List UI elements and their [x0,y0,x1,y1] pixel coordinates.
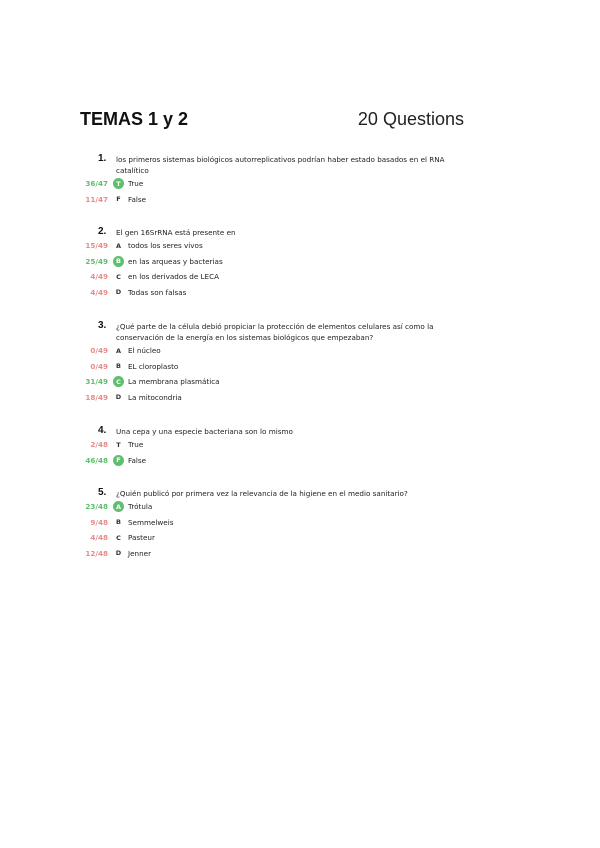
question-number: 3. [98,320,107,331]
answer-score: 23/48 [85,502,108,512]
answer-row [80,374,460,390]
answer-text: Jenner [128,548,152,558]
question-header [98,153,460,176]
question-header [98,226,460,238]
answer-letter-badge: A [115,241,122,250]
answer-text: Trótula [128,502,153,512]
answer-text: en los derivados de LECA [128,272,220,282]
answer-score: 2/48 [90,440,108,450]
question-text: Una cepa y una especie bacteriana son lo mismo [116,427,293,436]
question-block [80,425,460,468]
answer-letter-badge: D [115,393,122,402]
answer-score: 31/49 [85,377,108,387]
answer-row [80,453,460,469]
question-header [98,487,460,499]
answer-score: 11/47 [85,194,108,204]
answer-score: 0/49 [90,346,108,356]
answer-row [80,499,460,515]
question-text: ¿Quién publicó por primera vez la relevancia de la higiene en el medio sanitario? [116,489,408,498]
answer-row [80,546,460,562]
question-count: 20 Questions [357,109,464,129]
correct-answer-badge: C [113,376,124,387]
answer-row [80,343,460,359]
answer-letter-badge: A [115,346,122,355]
question-text: ¿Qué parte de la célula debió propiciar la protección de elementos celulares así como la conservación de la energía en los sistemas biológicos que empezaban? [116,322,434,342]
correct-answer-badge: B [113,256,124,267]
answer-score: 12/48 [85,548,108,558]
answer-text: en las arqueas y bacterias [128,256,223,266]
question-number: 2. [98,226,107,237]
quiz-header [80,109,464,130]
answer-text: False [128,194,147,204]
question-number: 4. [98,425,107,436]
answer-score: 18/49 [85,392,108,402]
question-block [80,487,460,561]
answer-row [80,530,460,546]
answer-score: 25/49 [85,256,108,266]
answer-letter-badge: F [116,195,121,204]
answer-letter-badge: T [116,440,121,449]
correct-answer-badge: T [113,178,124,189]
question-block [80,320,460,405]
answer-score: 4/49 [90,287,108,297]
question-header [98,320,460,343]
answer-letter-badge: C [116,533,121,542]
answer-text: True [128,440,144,450]
answer-score: 4/48 [90,533,108,543]
answer-score: 15/49 [85,241,108,251]
answer-score: 4/49 [90,272,108,282]
question-block [80,226,460,300]
answer-letter-badge: B [116,518,121,527]
question-text: los primeros sistemas biológicos autorreplicativos podrían haber estado basados en el RNA catalítico [116,155,445,175]
answer-row [80,192,460,208]
question-number: 5. [98,487,107,498]
question-header [98,425,460,437]
answer-letter-badge: D [115,549,122,558]
answer-text: True [128,179,144,189]
answer-letter-badge: B [116,362,121,371]
answer-letter-badge: D [115,288,122,297]
answer-text: EL cloroplasto [128,361,179,371]
answer-text: El núcleo [128,346,161,356]
answer-text: False [128,455,147,465]
answer-row [80,176,460,192]
question-block [80,153,460,207]
answer-text: La membrana plasmática [128,377,220,387]
answer-text: Pasteur [128,533,155,543]
answer-row [80,359,460,375]
answer-row [80,437,460,453]
answer-letter-badge: C [116,272,121,281]
answer-score: 0/49 [90,361,108,371]
answer-text: Semmelweis [128,517,174,527]
question-text: El gen 16SrRNA está presente en [116,228,236,237]
quiz-title: TEMAS 1 y 2 [80,109,189,129]
question-number: 1. [98,153,107,164]
answer-score: 9/48 [90,517,108,527]
answer-text: La mitocondria [128,392,182,402]
answer-row [80,254,460,270]
answer-row [80,515,460,531]
answer-score: 36/47 [85,179,108,189]
answer-row [80,269,460,285]
answer-text: Todas son falsas [128,287,187,297]
correct-answer-badge: F [113,455,124,466]
answer-text: todos los seres vivos [128,241,203,251]
answer-row [80,238,460,254]
answer-row [80,285,460,301]
answer-score: 46/48 [85,455,108,465]
correct-answer-badge: A [113,501,124,512]
answer-row [80,390,460,406]
